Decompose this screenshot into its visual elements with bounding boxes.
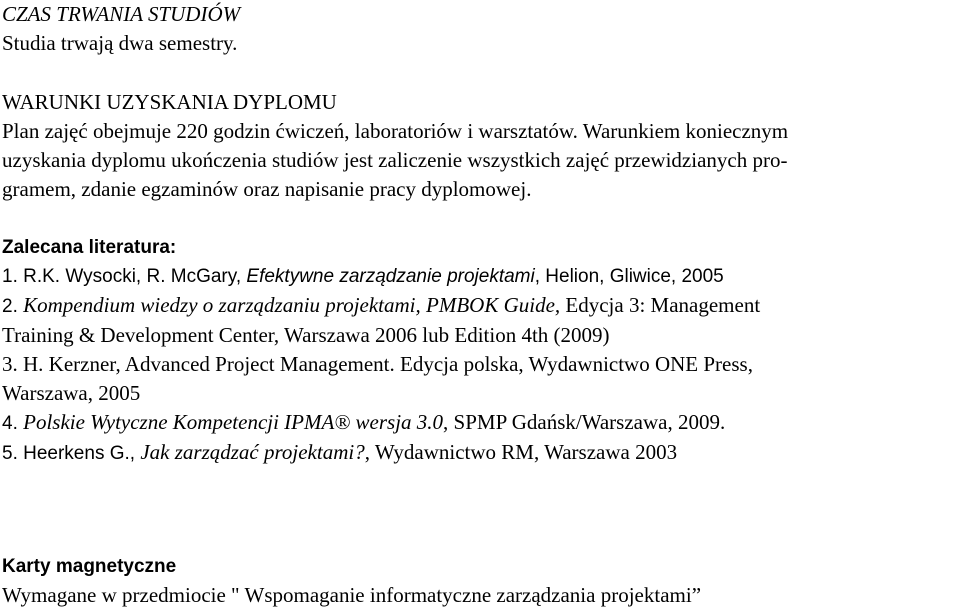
diploma-section: [2, 88, 950, 204]
duration-text: Studia trwają dwa semestry.: [2, 31, 238, 55]
duration-section: [2, 0, 950, 58]
duration-heading: CZAS TRWANIA STUDIÓW: [2, 2, 241, 26]
literature-section: [2, 233, 950, 468]
magnetic-cards-heading: Karty magnetyczne: [2, 556, 177, 577]
diploma-heading: WARUNKI UZYSKANIA DYPLOMU: [2, 90, 337, 114]
diploma-line-3: gramem, zdanie egzaminów oraz napisanie pracy dyplomowej.: [2, 177, 532, 201]
literature-item-3: 3. H. Kerzner, Advanced Project Management. Edycja polska, Wydawnictwo ONE Press, Warszawa, 2005: [2, 352, 753, 405]
diploma-line-1: Plan zajęć obejmuje 220 godzin ćwiczeń, laboratoriów i warsztatów. Warunkiem koniecznym: [2, 119, 789, 143]
literature-item-5: 5. Heerkens G., Jak zarządzać projektami?, Wydawnictwo RM, Warszawa 2003: [2, 440, 678, 464]
literature-item-1: 1. R.K. Wysocki, R. McGary, Efektywne zarządzanie projektami, Helion, Gliwice, 2005: [2, 266, 724, 287]
literature-heading: Zalecana literatura:: [2, 237, 177, 258]
magnetic-cards-text: Wymagane w przedmiocie " Wspomaganie informatyczne zarządzania projektami”: [2, 583, 702, 607]
magnetic-cards-section: [2, 552, 950, 610]
literature-item-4: 4. Polskie Wytyczne Kompetencji IPMA® wersja 3.0, SPMP Gdańsk/Warszawa, 2009.: [2, 410, 726, 434]
diploma-line-2: uzyskania dyplomu ukończenia studiów jest zaliczenie wszystkich zajęć przewidzianych pro-: [2, 148, 788, 172]
literature-item-2: 2. Kompendium wiedzy o zarządzaniu projektami, PMBOK Guide, Edycja 3: Management Training & Development Center, Warszawa 2006 lub Edition 4th (2009): [2, 293, 761, 347]
